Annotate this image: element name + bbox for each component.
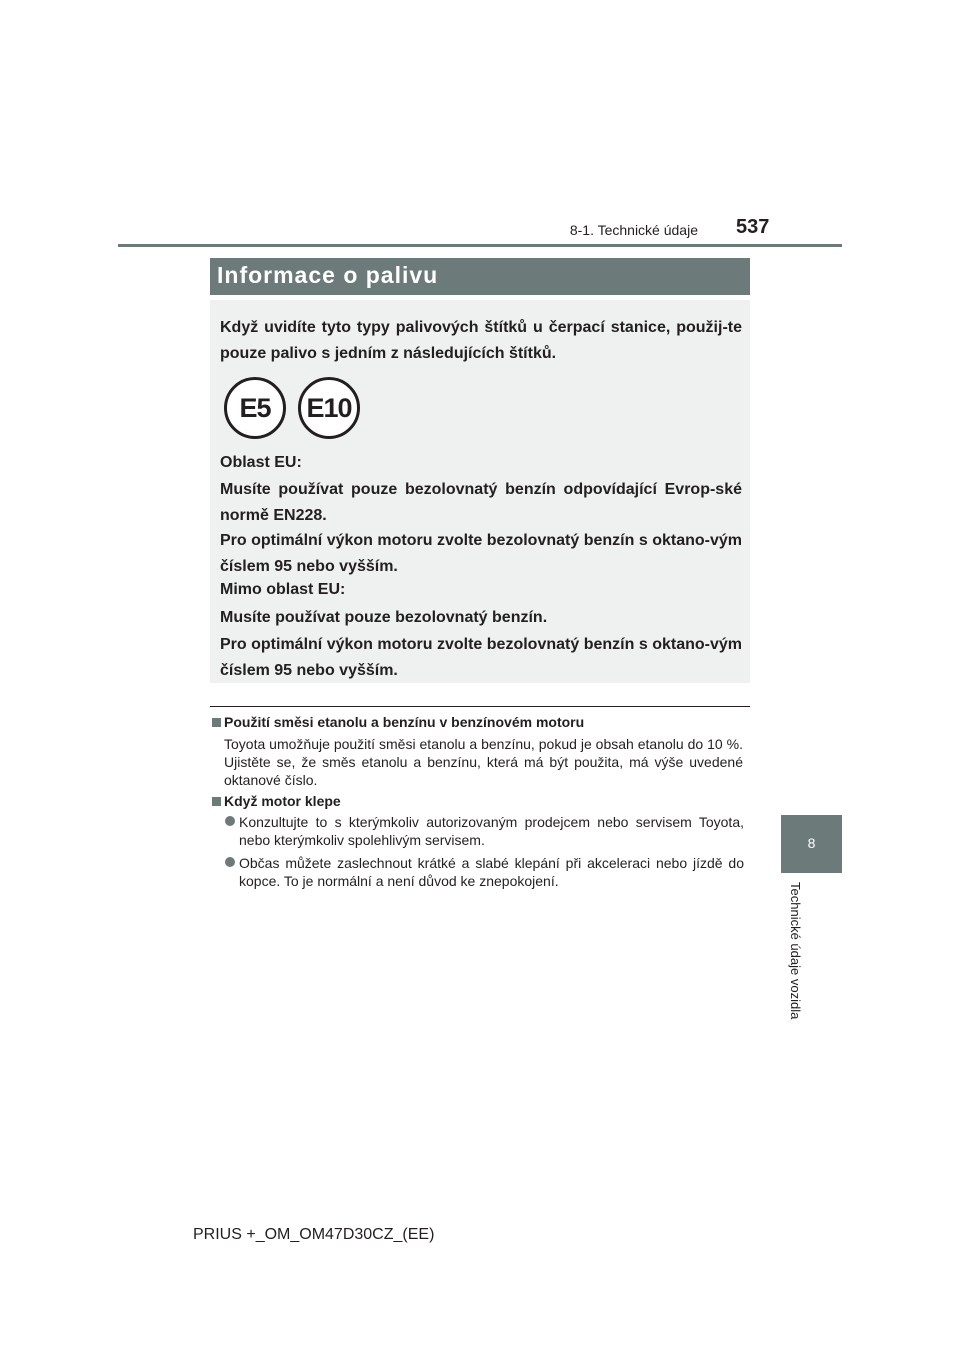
eu-text-2: Pro optimální výkon motoru zvolte bezolovnatý benzín s oktano-vým číslem 95 nebo vyšším. (220, 532, 742, 575)
footer-document-code: PRIUS +_OM_OM47D30CZ_(EE) (193, 1226, 435, 1243)
chapter-number: 8 (807, 835, 816, 851)
fuel-label-intro: Když uvidíte tyto typy palivových štítků u čerpací stanice, použij-te pouze palivo s jedním z následujících štítků. (220, 319, 742, 362)
note-heading-knock: Když motor klepe (224, 793, 341, 809)
page-title: Informace o palivu (217, 262, 439, 288)
header-rule (118, 244, 842, 247)
non-eu-text-2: Pro optimální výkon motoru zvolte bezolovnatý benzín s oktano-vým číslem 95 nebo vyšším. (220, 636, 742, 679)
square-bullet-icon (212, 797, 221, 806)
page-title-bar (210, 258, 750, 295)
note-text-ethanol: Toyota umožňuje použití směsi etanolu a benzínu, pokud je obsah etanolu do 10 %. Ujistěte se, že směs etanolu a benzínu, která má být použita, má výše uvedené oktanové číslo. (224, 736, 743, 788)
non-eu-heading: Mimo oblast EU: (220, 581, 346, 598)
eu-heading: Oblast EU: (220, 454, 302, 471)
fuel-label-e10: E10 (298, 377, 360, 439)
chapter-tab (781, 815, 842, 873)
section-title: 8-1. Technické údaje (569, 222, 698, 238)
separator-rule (210, 706, 750, 707)
note-heading-ethanol: Použití směsi etanolu a benzínu v benzínovém motoru (224, 714, 585, 730)
chapter-label: Technické údaje vozidla (788, 882, 803, 1020)
note-bullet-dealer: Konzultujte to s kterýmkoliv autorizovaným prodejcem nebo servisem Toyota, nebo kterýmkoliv spolehlivým servisem. (239, 814, 744, 848)
square-bullet-icon (212, 718, 221, 727)
non-eu-text-1: Musíte používat pouze bezolovnatý benzín. (220, 609, 548, 626)
fuel-label-e5: E5 (224, 377, 286, 439)
eu-text-1: Musíte používat pouze bezolovnatý benzín odpovídající Evrop-ské normě EN228. (220, 481, 742, 524)
fuel-info-box (210, 300, 750, 683)
circle-bullet-icon (225, 816, 235, 826)
circle-bullet-icon (225, 857, 235, 867)
note-bullet-knock: Občas můžete zaslechnout krátké a slabé klepání při akceleraci nebo jízdě do kopce. To je normální a není důvod ke znepokojení. (239, 855, 744, 889)
page-number: 537 (736, 216, 770, 238)
